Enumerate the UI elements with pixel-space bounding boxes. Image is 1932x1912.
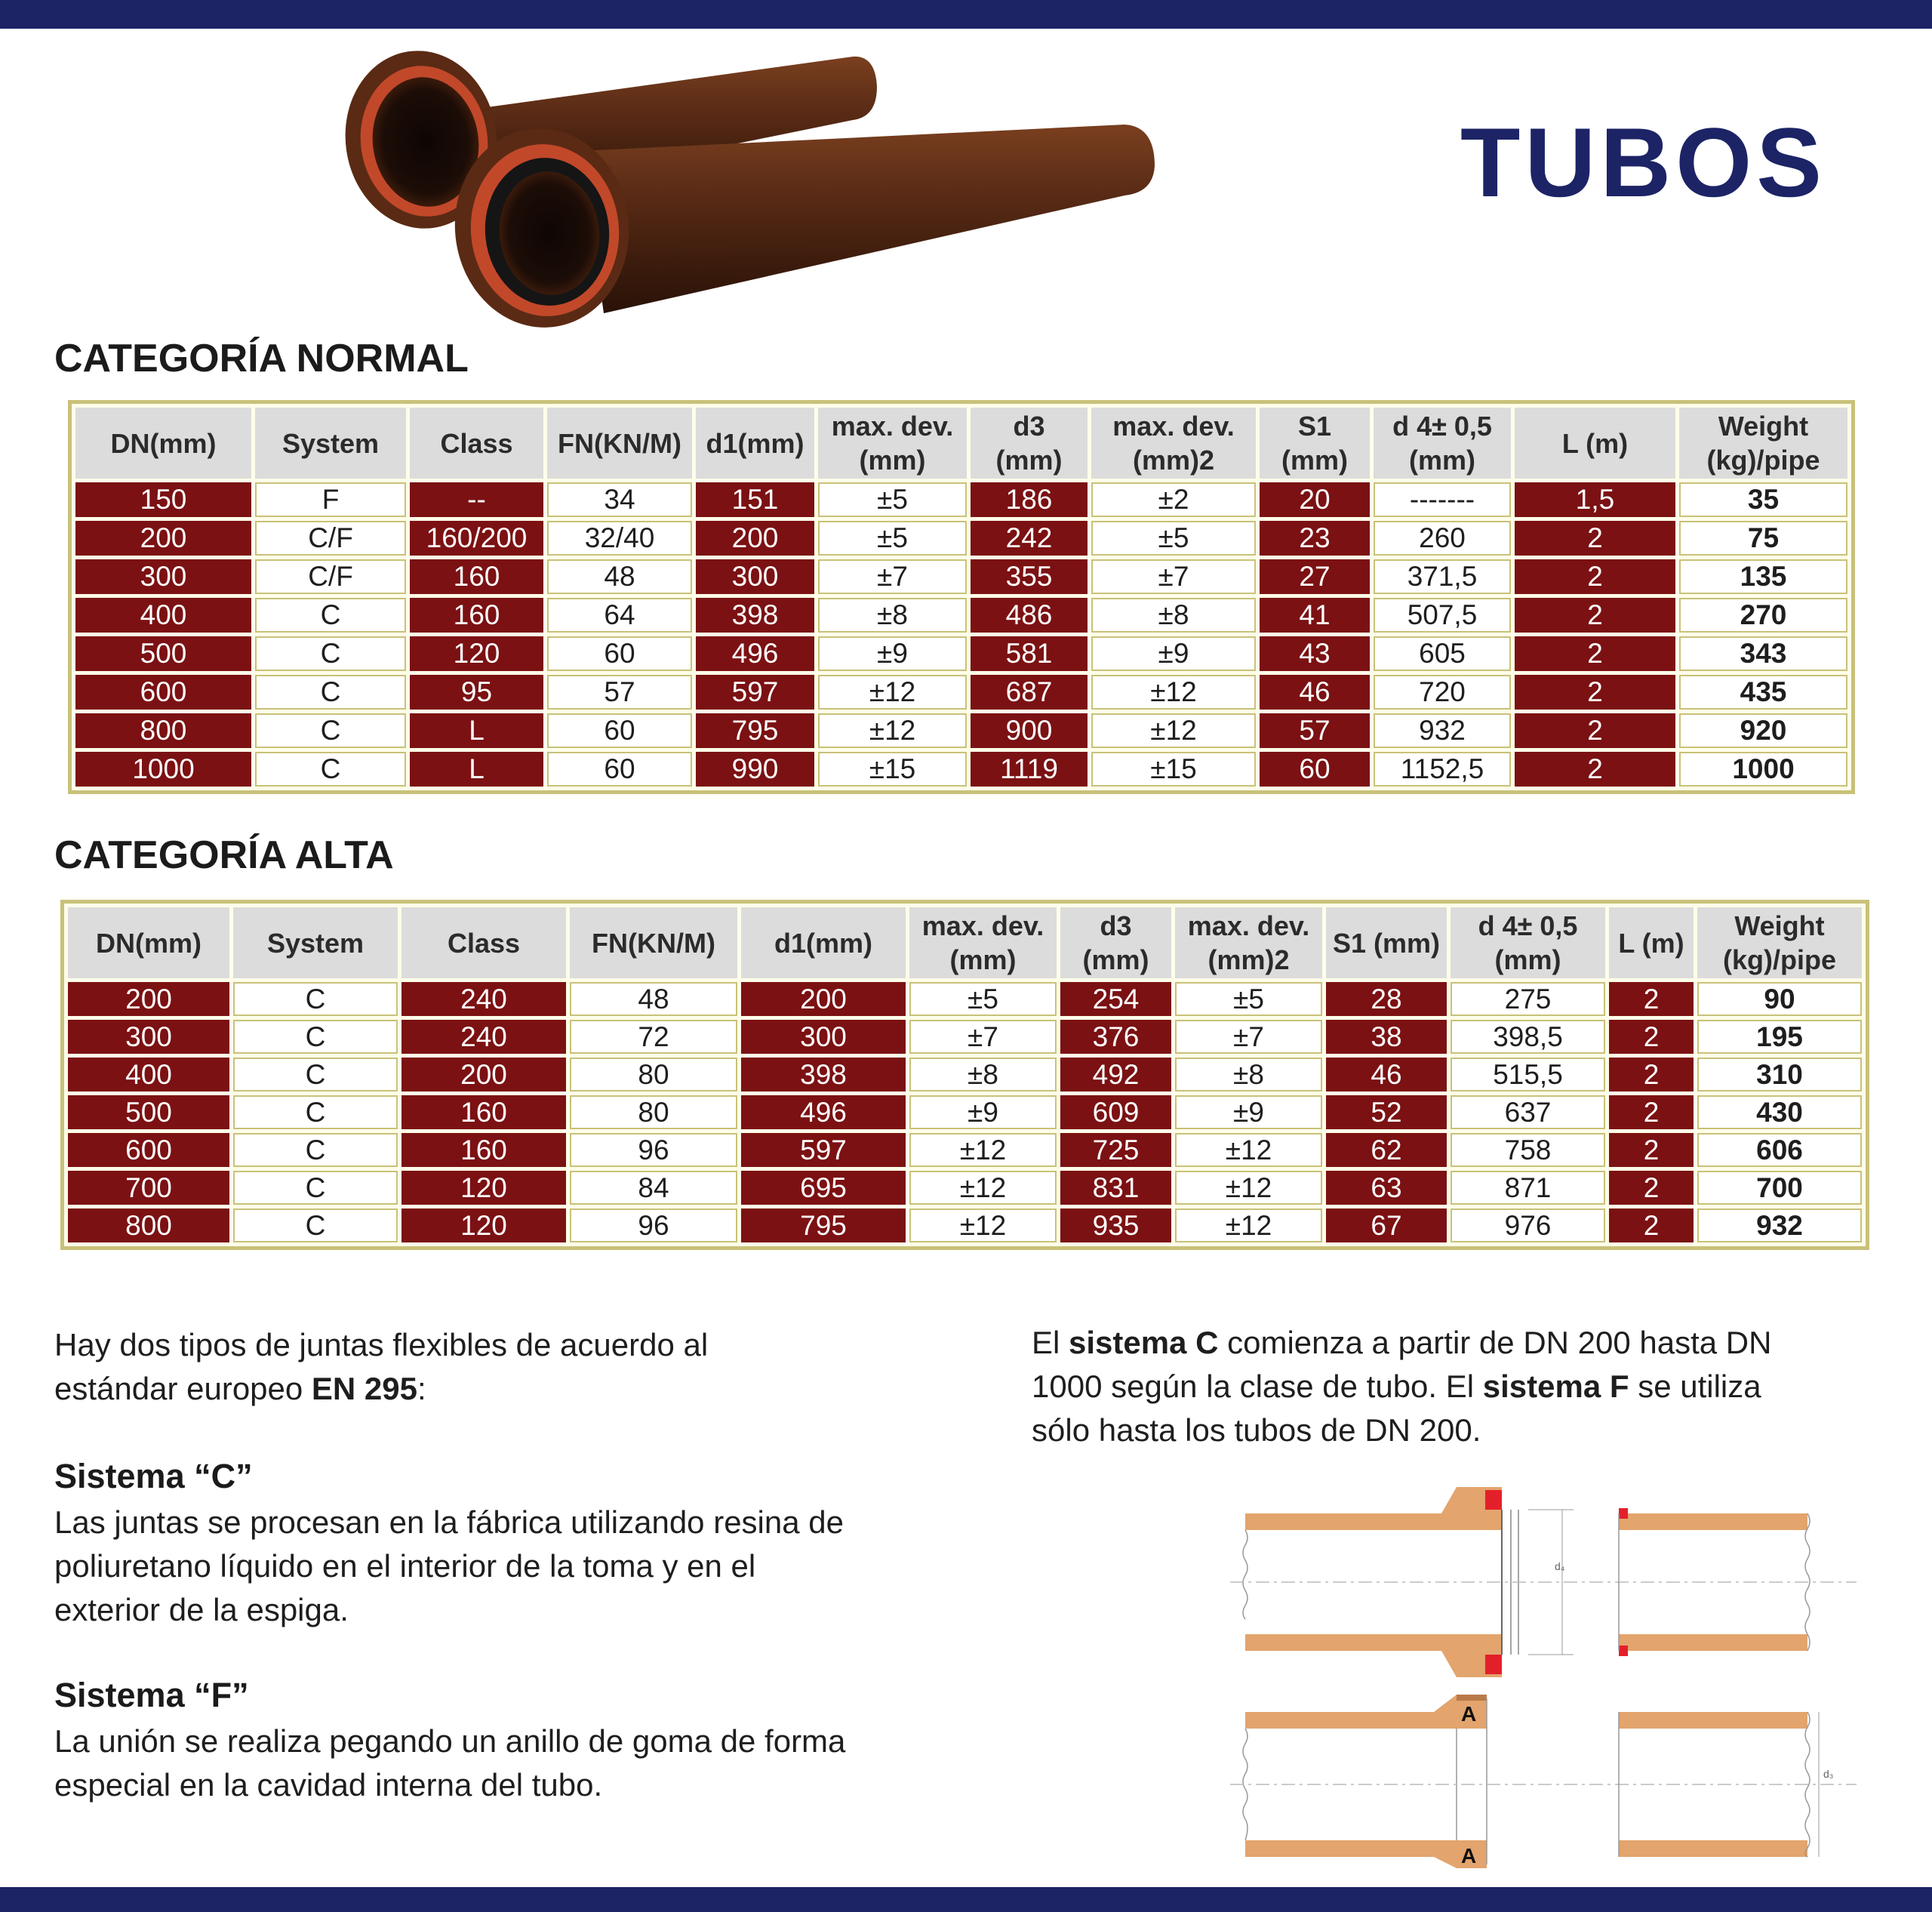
table-cell: ±8 [909,1058,1057,1091]
table-cell: 800 [75,713,251,748]
table-cell: 60 [547,713,692,748]
table-cell: 200 [696,521,814,556]
table-cell: 72 [570,1020,737,1054]
table-cell: 1000 [75,752,251,787]
table-cell: 240 [401,1020,566,1054]
table-header-row [68,907,1862,978]
column-header: d3 (mm) [971,408,1088,479]
column-header: d 4± 0,5 (mm) [1374,408,1511,479]
table-cell: 355 [971,559,1088,594]
table-cell: 84 [570,1171,737,1205]
table-cell: C [233,1058,398,1091]
table-cell: 28 [1326,982,1447,1016]
column-header: d3 (mm) [1060,907,1171,978]
table-cell: 597 [696,675,814,710]
table-row [68,1171,1862,1205]
table-row [75,713,1847,748]
table-cell: 300 [68,1020,229,1054]
table-cell: 500 [75,636,251,671]
table-cell: 160 [410,598,543,633]
column-header: d1(mm) [741,907,906,978]
system-f-heading: Sistema “F” [54,1676,249,1714]
table-cell: 700 [68,1171,229,1205]
table-cell: 2 [1515,675,1675,710]
table-cell: 1119 [971,752,1088,787]
table-cell: ±12 [1091,713,1256,748]
table-cell: 64 [547,598,692,633]
table-cell: ±12 [1175,1208,1322,1242]
table-cell: 609 [1060,1095,1171,1129]
table-cell: 57 [1260,713,1370,748]
table-row [75,598,1847,633]
table-cell: ±15 [818,752,967,787]
alta-category-heading: CATEGORÍA ALTA [54,833,394,877]
top-bar [0,0,1932,29]
table-cell: ±7 [818,559,967,594]
table-cell: 27 [1260,559,1370,594]
table-cell: ±5 [1175,982,1322,1016]
table-cell: 2 [1609,1095,1694,1129]
table-row [68,1058,1862,1091]
table-cell: 2 [1515,636,1675,671]
table-cell: C [255,675,406,710]
table-cell: 515,5 [1451,1058,1605,1091]
table-cell: 186 [971,482,1088,517]
table-cell: C [255,752,406,787]
table-cell: 831 [1060,1171,1171,1205]
table-cell: 120 [410,636,543,671]
table-cell: C/F [255,559,406,594]
table-cell: 62 [1326,1133,1447,1167]
table-cell: C [233,1171,398,1205]
table-cell: 38 [1326,1020,1447,1054]
column-header: L (m) [1515,408,1675,479]
column-header: d1(mm) [696,408,814,479]
table-cell: 254 [1060,982,1171,1016]
table-cell: 151 [696,482,814,517]
table-cell: ±12 [1175,1171,1322,1205]
table-cell: ±5 [1091,521,1256,556]
table-cell: 80 [570,1095,737,1129]
systems-note: El sistema C comienza a partir de DN 200 hasta DN 1000 según la clase de tubo. El sistema F se utiliza sólo hasta los tubos de DN 200. [1032,1325,1772,1448]
system-c-joint-drawing [1230,1487,1857,1677]
table-cell: ±12 [909,1208,1057,1242]
table-cell: 67 [1326,1208,1447,1242]
table-cell: 135 [1679,559,1847,594]
table-cell: 398 [696,598,814,633]
table-cell: ±12 [1175,1133,1322,1167]
column-header: DN(mm) [68,907,229,978]
column-header: System [255,408,406,479]
table-cell: 2 [1609,982,1694,1016]
table-cell: 398 [741,1058,906,1091]
table-cell: 20 [1260,482,1370,517]
table-cell: 597 [741,1133,906,1167]
table-cell: 300 [75,559,251,594]
table-cell: 800 [68,1208,229,1242]
table-cell: 343 [1679,636,1847,671]
column-header: max. dev. (mm)2 [1091,408,1256,479]
table-cell: 48 [570,982,737,1016]
table-cell: 2 [1609,1020,1694,1054]
bottom-bar [0,1887,1932,1912]
table-cell: 48 [547,559,692,594]
column-header: Class [401,907,566,978]
table-cell: 2 [1515,752,1675,787]
table-cell: 496 [741,1095,906,1129]
table-cell: 725 [1060,1133,1171,1167]
table-cell: 160 [401,1133,566,1167]
table-row [75,559,1847,594]
table-cell: 687 [971,675,1088,710]
table-cell: ±12 [909,1171,1057,1205]
table-header-row [75,408,1847,479]
table-cell: 160 [401,1095,566,1129]
table-cell: ±7 [909,1020,1057,1054]
table-cell: 242 [971,521,1088,556]
table-cell: 400 [75,598,251,633]
table-cell: 120 [401,1208,566,1242]
system-f-description: La unión se realiza pegando un anillo de goma de forma especial en la cavidad interna del tubo. [54,1723,846,1803]
table-cell: 2 [1515,559,1675,594]
column-header: max. dev. (mm) [909,907,1057,978]
svg-text:A: A [1461,1702,1477,1726]
table-cell: 900 [971,713,1088,748]
table-cell: 976 [1451,1208,1605,1242]
table-cell: 871 [1451,1171,1605,1205]
table-row [75,482,1847,517]
table-cell: 700 [1697,1171,1862,1205]
table-cell: 932 [1697,1208,1862,1242]
standard-name: EN 295 [311,1371,418,1406]
table-row [75,675,1847,710]
table-cell: ±7 [1091,559,1256,594]
table-cell: 1000 [1679,752,1847,787]
table-cell: 920 [1679,713,1847,748]
table-cell: ±9 [909,1095,1057,1129]
table-cell: 795 [696,713,814,748]
table-row [75,752,1847,787]
table-cell: 35 [1679,482,1847,517]
intro-line: Hay dos tipos de juntas flexibles de acuerdo al [54,1327,709,1362]
table-cell: ±9 [1175,1095,1322,1129]
table-cell: 160 [410,559,543,594]
column-header: max. dev. (mm)2 [1175,907,1322,978]
table-cell: ±8 [1175,1058,1322,1091]
column-header: max. dev. (mm) [818,408,967,479]
column-header: Class [410,408,543,479]
column-header: S1 (mm) [1260,408,1370,479]
table-cell: ±2 [1091,482,1256,517]
table-cell: 795 [741,1208,906,1242]
table-cell: 90 [1697,982,1862,1016]
table-cell: 496 [696,636,814,671]
table-cell: 120 [401,1171,566,1205]
table-cell: -- [410,482,543,517]
table-cell: C [233,1133,398,1167]
table-cell: 1,5 [1515,482,1675,517]
table-cell: C [255,636,406,671]
page-title: TUBOS [1460,107,1826,217]
table-cell: ±5 [818,521,967,556]
table-cell: F [255,482,406,517]
system-c-description: Las juntas se procesan en la fábrica utilizando resina de poliuretano líquido en el interior de la toma y en el exterior de la espiga. [54,1504,844,1627]
table-cell: 720 [1374,675,1511,710]
table-cell: 376 [1060,1020,1171,1054]
table-cell: 60 [1260,752,1370,787]
table-cell: ±8 [818,598,967,633]
table-cell: 52 [1326,1095,1447,1129]
normal-category-table [68,400,1855,794]
table-cell: 200 [68,982,229,1016]
table-cell: 150 [75,482,251,517]
table-cell: ±5 [909,982,1057,1016]
table-cell: ±8 [1091,598,1256,633]
table-row [75,636,1847,671]
table-cell: C [255,598,406,633]
table-row [68,1133,1862,1167]
table-cell: 400 [68,1058,229,1091]
table-cell: 195 [1697,1020,1862,1054]
table-cell: 75 [1679,521,1847,556]
table-cell: 160/200 [410,521,543,556]
table-cell: 200 [401,1058,566,1091]
table-cell: C [233,1095,398,1129]
table-cell: 935 [1060,1208,1171,1242]
table-cell: 2 [1515,521,1675,556]
table-cell: 2 [1609,1208,1694,1242]
table-cell: 932 [1374,713,1511,748]
d3-label: d₃ [1823,1768,1834,1780]
d4-label: d₄ [1555,1560,1565,1572]
table-cell: ------- [1374,482,1511,517]
table-cell: ±12 [1091,675,1256,710]
joint-diagram [1230,1479,1857,1872]
column-header: L (m) [1609,907,1694,978]
column-header: Weight (kg)/pipe [1697,907,1862,978]
table-cell: 507,5 [1374,598,1511,633]
table-cell: 260 [1374,521,1511,556]
table-cell: 34 [547,482,692,517]
table-cell: 200 [741,982,906,1016]
table-cell: 95 [410,675,543,710]
table-cell: ±12 [818,713,967,748]
table-cell: 80 [570,1058,737,1091]
table-row [75,521,1847,556]
table-cell: 60 [547,752,692,787]
table-cell: C [233,1020,398,1054]
table-cell: 435 [1679,675,1847,710]
table-cell: 486 [971,598,1088,633]
table-cell: 2 [1515,713,1675,748]
column-header: S1 (mm) [1326,907,1447,978]
table-cell: 300 [696,559,814,594]
table-cell: ±5 [818,482,967,517]
table-cell: 46 [1260,675,1370,710]
table-cell: ±12 [818,675,967,710]
system-f-joint-drawing [1230,1695,1857,1868]
table-cell: 43 [1260,636,1370,671]
intro-paragraph [54,1323,708,1411]
table-row [68,1020,1862,1054]
table-cell: ±15 [1091,752,1256,787]
table-cell: 57 [547,675,692,710]
table-cell: 695 [741,1171,906,1205]
table-cell: 2 [1609,1171,1694,1205]
table-cell: 2 [1609,1133,1694,1167]
table-cell: 500 [68,1095,229,1129]
column-header: FN(KN/M) [547,408,692,479]
system-c-heading: Sistema “C” [54,1457,253,1495]
table-row [68,982,1862,1016]
table-cell: 200 [75,521,251,556]
table-cell: 270 [1679,598,1847,633]
table-cell: 96 [570,1208,737,1242]
svg-text:A: A [1461,1844,1477,1867]
column-header: FN(KN/M) [570,907,737,978]
table-cell: 606 [1697,1133,1862,1167]
table-cell: 581 [971,636,1088,671]
table-cell: 637 [1451,1095,1605,1129]
table-row [68,1095,1862,1129]
table-cell: 600 [68,1133,229,1167]
table-cell: 60 [547,636,692,671]
table-cell: 1152,5 [1374,752,1511,787]
table-cell: 63 [1326,1171,1447,1205]
column-header: d 4± 0,5 (mm) [1451,907,1605,978]
table-cell: 240 [401,982,566,1016]
table-cell: L [410,713,543,748]
table-cell: 605 [1374,636,1511,671]
table-cell: 492 [1060,1058,1171,1091]
table-cell: 371,5 [1374,559,1511,594]
table-cell: 32/40 [547,521,692,556]
table-cell: ±9 [1091,636,1256,671]
alta-category-table [60,900,1869,1250]
table-cell: 758 [1451,1133,1605,1167]
table-cell: 398,5 [1451,1020,1605,1054]
table-cell: C [233,982,398,1016]
normal-category-heading: CATEGORÍA NORMAL [54,337,469,380]
table-cell: 300 [741,1020,906,1054]
intro-line: estándar europeo EN 295: [54,1371,426,1406]
table-cell: ±12 [909,1133,1057,1167]
table-cell: L [410,752,543,787]
table-cell: 990 [696,752,814,787]
pipes-image [332,42,1177,328]
table-cell: ±7 [1175,1020,1322,1054]
table-cell: 41 [1260,598,1370,633]
table-cell: 96 [570,1133,737,1167]
table-cell: 310 [1697,1058,1862,1091]
table-cell: 2 [1515,598,1675,633]
table-cell: 2 [1609,1058,1694,1091]
table-cell: C [255,713,406,748]
table-cell: 600 [75,675,251,710]
table-cell: C [233,1208,398,1242]
table-cell: ±9 [818,636,967,671]
table-cell: 275 [1451,982,1605,1016]
table-cell: 46 [1326,1058,1447,1091]
table-cell: 430 [1697,1095,1862,1129]
column-header: System [233,907,398,978]
table-cell: C/F [255,521,406,556]
column-header: DN(mm) [75,408,251,479]
table-row [68,1208,1862,1242]
table-cell: 23 [1260,521,1370,556]
column-header: Weight (kg)/pipe [1679,408,1847,479]
